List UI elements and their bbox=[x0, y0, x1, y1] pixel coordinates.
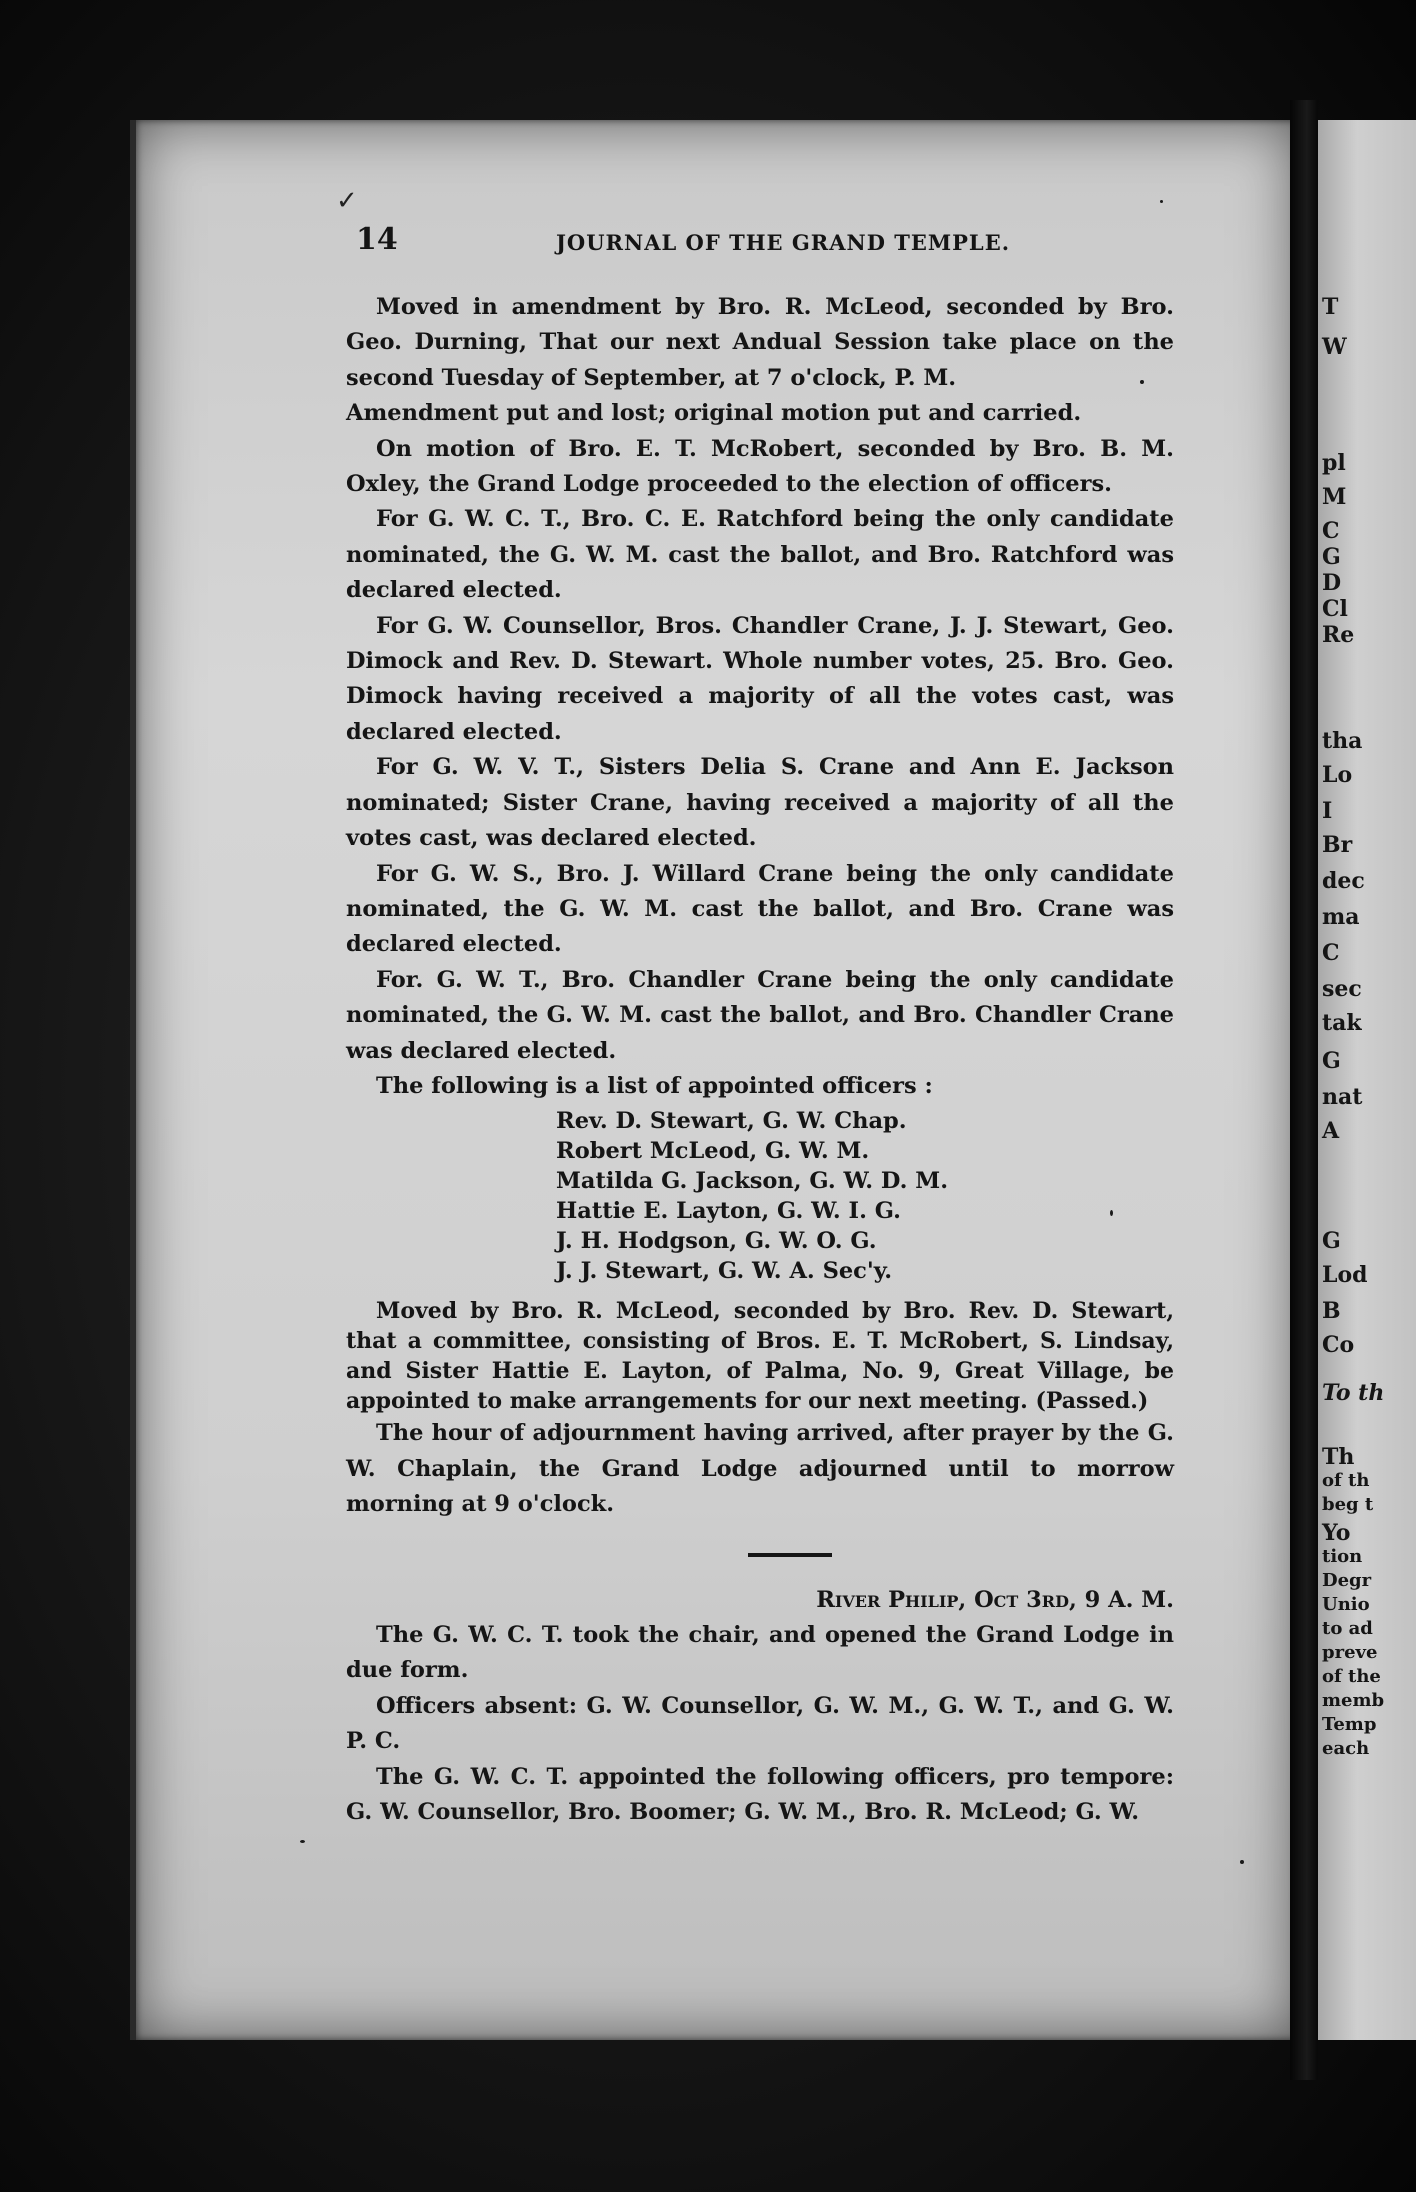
session-dateline: River Philip, Oct 3rd, 9 A. M. bbox=[816, 1586, 1174, 1613]
officer-entry: J. H. Hodgson, G. W. O. G. bbox=[556, 1228, 877, 1255]
facing-fragment: Th bbox=[1322, 1444, 1355, 1470]
facing-fragment: Unio bbox=[1322, 1594, 1370, 1615]
facing-fragment: A bbox=[1322, 1118, 1340, 1144]
officer-entry: Rev. D. Stewart, G. W. Chap. bbox=[556, 1108, 907, 1135]
facing-fragment: G bbox=[1322, 544, 1341, 570]
facing-fragment: G bbox=[1322, 1048, 1341, 1074]
facing-page-edge bbox=[1318, 120, 1416, 2040]
facing-fragment: of the bbox=[1322, 1666, 1381, 1687]
facing-fragment: Br bbox=[1322, 832, 1353, 858]
facing-fragment: beg t bbox=[1322, 1494, 1374, 1515]
paragraph: For. G. W. T., Bro. Chandler Crane being the only candidate nominated, the G. W. M. cast the ballot, and Bro. Chandler Crane was declared elected. bbox=[346, 966, 1174, 1064]
facing-fragment: tha bbox=[1322, 728, 1363, 754]
officer-entry: Robert McLeod, G. W. M. bbox=[556, 1138, 870, 1165]
facing-fragment: ma bbox=[1322, 904, 1360, 930]
facing-fragment: Co bbox=[1322, 1332, 1355, 1358]
facing-fragment: T bbox=[1322, 294, 1339, 320]
facing-fragment: preve bbox=[1322, 1642, 1378, 1663]
facing-fragment: Lod bbox=[1322, 1262, 1368, 1288]
facing-fragment: pl bbox=[1322, 450, 1346, 476]
officer-entry: J. J. Stewart, G. W. A. Sec'y. bbox=[556, 1258, 893, 1285]
paragraph: The following is a list of appointed officers : bbox=[376, 1072, 933, 1099]
facing-fragment: C bbox=[1322, 518, 1340, 544]
facing-fragment: memb bbox=[1322, 1690, 1385, 1711]
officer-entry: Matilda G. Jackson, G. W. D. M. bbox=[556, 1168, 949, 1195]
paragraph: Moved by Bro. R. McLeod, seconded by Bro. Rev. D. Stewart, that a committee, consisting of Bros. E. T. McRobert, S. Lindsay, and Sister Hattie E. Layton, of Palma, No. 9, Great Village, be appointed to make arrangements for our next meeting. (Passed.) bbox=[346, 1298, 1174, 1415]
facing-fragment: dec bbox=[1322, 868, 1365, 894]
facing-fragment: of th bbox=[1322, 1470, 1370, 1491]
facing-fragment: I bbox=[1322, 798, 1333, 824]
section-rule bbox=[748, 1553, 832, 1557]
facing-fragment: Re bbox=[1322, 622, 1355, 648]
facing-fragment: Cl bbox=[1322, 596, 1348, 622]
facing-fragment: G bbox=[1322, 1228, 1341, 1254]
paragraph: Amendment put and lost; original motion put and carried. bbox=[346, 400, 1082, 427]
facing-fragment: sec bbox=[1322, 976, 1362, 1002]
appointed-officers-list bbox=[556, 1106, 1174, 1286]
facing-fragment: Yo bbox=[1322, 1520, 1351, 1546]
facing-fragment: To th bbox=[1322, 1380, 1385, 1406]
page-number: 14 bbox=[356, 222, 398, 257]
paragraph: The G. W. C. T. appointed the following officers, pro tempore: G. W. Counsellor, Bro. Boomer; G. W. M., Bro. R. McLeod; G. W. bbox=[346, 1763, 1174, 1825]
facing-fragment: nat bbox=[1322, 1084, 1363, 1110]
facing-fragment: C bbox=[1322, 940, 1340, 966]
facing-fragment: tak bbox=[1322, 1010, 1362, 1036]
facing-fragment: W bbox=[1322, 334, 1347, 360]
facing-fragment: Degr bbox=[1322, 1570, 1372, 1591]
paragraph: For G. W. V. T., Sisters Delia S. Crane and Ann E. Jackson nominated; Sister Crane, having received a majority of all the votes cast, was declared elected. bbox=[346, 754, 1174, 852]
facing-fragment: M bbox=[1322, 484, 1347, 510]
facing-fragment: B bbox=[1322, 1298, 1341, 1324]
paragraph: Moved in amendment by Bro. R. McLeod, seconded by Bro. Geo. Durning, That our next Andual Session take place on the second Tuesday of September, at 7 o'clock, P. M. bbox=[346, 294, 1174, 391]
book-gutter bbox=[1290, 100, 1318, 2080]
paragraph: For G. W. Counsellor, Bros. Chandler Crane, J. J. Stewart, Geo. Dimock and Rev. D. Stewart. Whole number votes, 25. Bro. Geo. Dimock having received a majority of all the votes cast, was declared elected. bbox=[346, 612, 1174, 745]
facing-fragment: D bbox=[1322, 570, 1342, 596]
ink-mark: ✓ bbox=[336, 186, 358, 216]
facing-fragment: Temp bbox=[1322, 1714, 1377, 1735]
facing-fragment: Lo bbox=[1322, 762, 1353, 788]
page-body bbox=[346, 290, 1174, 1830]
officer-entry: Hattie E. Layton, G. W. I. G. bbox=[556, 1198, 901, 1225]
paragraph: Officers absent: G. W. Counsellor, G. W. M., G. W. T., and G. W. P. C. bbox=[346, 1692, 1174, 1755]
facing-fragment: tion bbox=[1322, 1546, 1363, 1567]
running-header: JOURNAL OF THE GRAND TEMPLE. bbox=[556, 230, 1011, 255]
paragraph: For G. W. S., Bro. J. Willard Crane being the only candidate nominated, the G. W. M. cast the ballot, and Bro. Crane was declared elected. bbox=[346, 860, 1174, 958]
paragraph: The G. W. C. T. took the chair, and opened the Grand Lodge in due form. bbox=[346, 1621, 1174, 1684]
paragraph: The hour of adjournment having arrived, after prayer by the G. W. Chaplain, the Grand Lodge adjourned until to morrow morning at 9 o'clock. bbox=[346, 1420, 1174, 1518]
facing-fragment: to ad bbox=[1322, 1618, 1373, 1639]
paragraph: For G. W. C. T., Bro. C. E. Ratchford being the only candidate nominated, the G. W. M. cast the ballot, and Bro. Ratchford was declared elected. bbox=[346, 506, 1174, 604]
paragraph: On motion of Bro. E. T. McRobert, seconded by Bro. B. M. Oxley, the Grand Lodge proceeded to the election of officers. bbox=[346, 435, 1174, 498]
facing-fragment: each bbox=[1322, 1738, 1370, 1759]
